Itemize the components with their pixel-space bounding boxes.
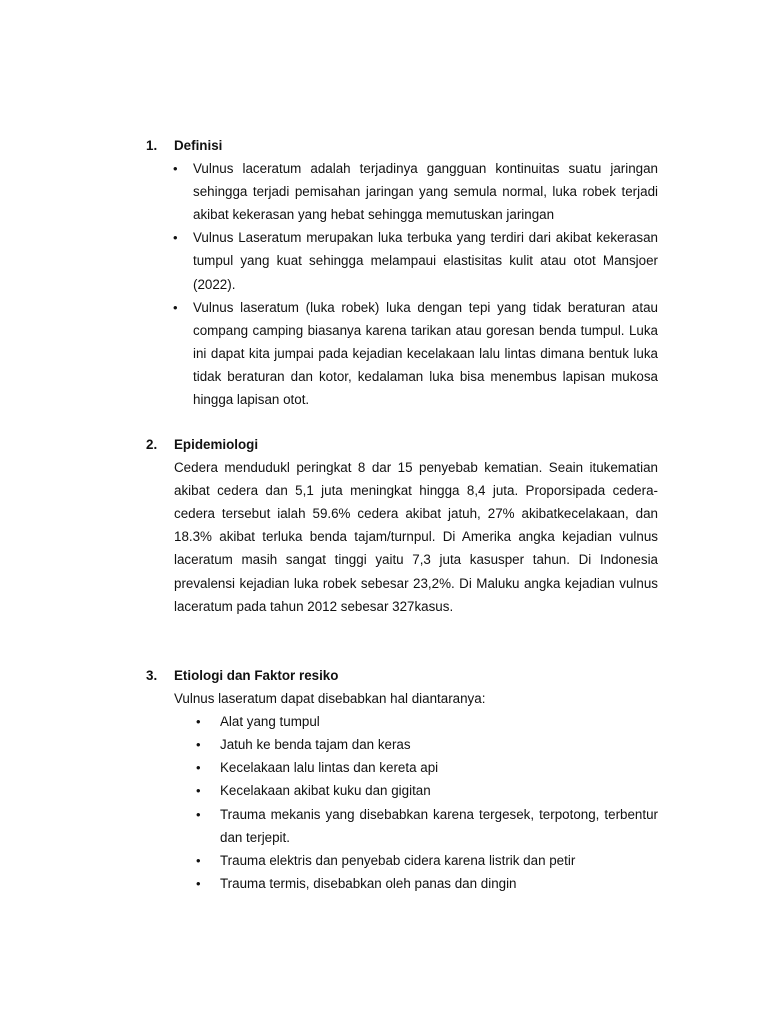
bullet-icon: •: [196, 760, 201, 776]
list-item-text: Jatuh ke benda tajam dan keras: [220, 737, 411, 753]
list-item: [196, 849, 658, 872]
section-number: 2.: [146, 437, 158, 452]
bullet-icon: •: [196, 783, 201, 799]
list-item-text: Kecelakaan akibat kuku dan gigitan: [220, 783, 431, 799]
section-epidemiologi: [146, 433, 658, 618]
bullet-icon: •: [196, 875, 201, 891]
bullet-icon: •: [196, 806, 201, 822]
bullet-icon: •: [196, 737, 201, 753]
section-number: 3.: [146, 668, 158, 683]
section-number: 1.: [146, 138, 158, 153]
list-item: [196, 733, 658, 756]
list-item-text: Trauma mekanis yang disebabkan karena tergesek, terpotong, terbentur dan terjepit.: [220, 806, 658, 845]
section-heading: [146, 134, 658, 157]
list-item: [173, 226, 658, 295]
section-heading: [146, 433, 658, 456]
list-item-text: Kecelakaan lalu lintas dan kereta api: [220, 760, 439, 776]
etiology-list: [146, 710, 658, 895]
section-title: Epidemiologi: [174, 437, 259, 452]
bullet-icon: •: [173, 299, 178, 315]
section-etiologi: [146, 664, 658, 895]
list-item-text: Trauma elektris dan penyebab cidera karena listrik dan petir: [220, 852, 576, 868]
list-item: [196, 872, 658, 895]
section-title: Definisi: [174, 138, 223, 153]
list-item: [196, 803, 658, 849]
list-item: [196, 710, 658, 733]
definition-list: [146, 157, 658, 411]
section-heading: [146, 664, 658, 687]
list-item: [173, 157, 658, 226]
bullet-icon: •: [196, 852, 201, 868]
etiology-intro: Vulnus laseratum dapat disebabkan hal diantaranya:: [174, 691, 486, 707]
bullet-icon: •: [173, 161, 178, 177]
list-item-text: Vulnus Laseratum merupakan luka terbuka yang terdiri dari akibat kekerasan tumpul yang kuat sehingga melampaui elastisitas kulit atau otot Mansjoer (2022).: [193, 230, 658, 292]
list-item-text: Alat yang tumpul: [220, 714, 320, 730]
epidemiology-paragraph: Cedera mendudukl peringkat 8 dar 15 penyebab kematian. Seain itukematian akibat cedera dan 5,1 juta meningkat hingga 8,4 juta. Proporsipada cedera-cedera tersebut ialah 59.6% cedera akibat jatuh, 27% akibatkecelakaan, dan 18.3% akibat terluka benda tajam/turnpul. Di Amerika angka kejadian vulnus laceratum masih sangat tinggi yaitu 7,3 juta kasusper tahun. Di Indonesia prevalensi kejadian luka robek sebesar 23,2%. Di Maluku angka kejadian vulnus laceratum pada tahun 2012 sebesar 327kasus.: [174, 460, 658, 614]
section-definisi: [146, 134, 658, 411]
list-item: [173, 296, 658, 411]
list-item-text: Vulnus laseratum (luka robek) luka dengan tepi yang tidak beraturan atau compang camping biasanya karena tarikan atau goresan benda tumpul. Luka ini dapat kita jumpai pada kejadian kecelakaan lalu lintas dimana bentuk luka tidak beraturan dan kotor, kedalaman luka bisa menembus lapisan mukosa hingga lapisan otot.: [193, 299, 658, 408]
list-item-text: Trauma termis, disebabkan oleh panas dan dingin: [220, 875, 517, 891]
list-item-text: Vulnus laceratum adalah terjadinya gangguan kontinuitas suatu jaringan sehingga terjadi pemisahan jaringan yang semula normal, luka robek terjadi akibat kekerasan yang hebat sehingga memutuskan jaringan: [193, 161, 658, 223]
bullet-icon: •: [173, 230, 178, 246]
section-title: Etiologi dan Faktor resiko: [174, 668, 339, 683]
list-item: [196, 756, 658, 779]
list-item: [196, 779, 658, 802]
bullet-icon: •: [196, 714, 201, 730]
